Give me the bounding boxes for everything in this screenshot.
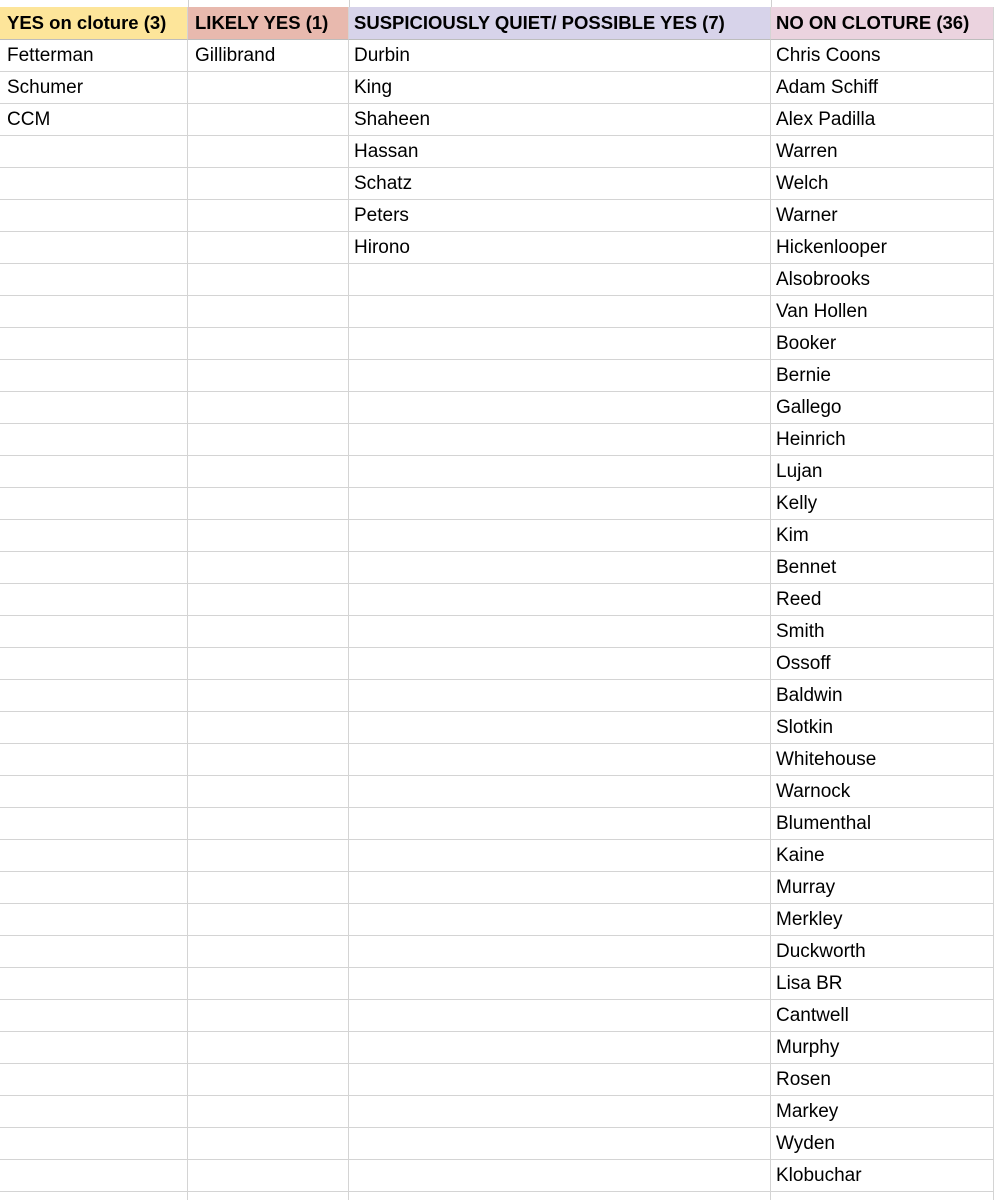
empty-cell[interactable] (349, 360, 771, 392)
name-cell-no[interactable]: Lujan (771, 456, 994, 488)
empty-cell[interactable] (188, 552, 349, 584)
empty-cell[interactable] (0, 264, 188, 296)
name-cell-possible-yes[interactable]: Hassan (349, 136, 771, 168)
name-cell-no[interactable]: Smith (771, 616, 994, 648)
empty-cell[interactable] (349, 488, 771, 520)
column-header-possible-yes[interactable]: SUSPICIOUSLY QUIET/ POSSIBLE YES (7) (349, 7, 771, 40)
empty-cell[interactable] (349, 1160, 771, 1192)
empty-cell[interactable] (771, 1192, 994, 1200)
empty-cell[interactable] (349, 456, 771, 488)
empty-cell[interactable] (0, 296, 188, 328)
empty-cell[interactable] (0, 1128, 188, 1160)
empty-cell[interactable] (188, 936, 349, 968)
name-cell-no[interactable]: Kim (771, 520, 994, 552)
empty-cell[interactable] (349, 744, 771, 776)
name-cell-no[interactable]: Warren (771, 136, 994, 168)
empty-cell[interactable] (188, 72, 349, 104)
empty-cell[interactable] (349, 776, 771, 808)
empty-cell[interactable] (188, 136, 349, 168)
name-cell-no[interactable]: Kelly (771, 488, 994, 520)
empty-cell[interactable] (188, 1032, 349, 1064)
empty-cell[interactable] (188, 904, 349, 936)
name-cell-no[interactable]: Blumenthal (771, 808, 994, 840)
name-cell-no[interactable]: Reed (771, 584, 994, 616)
name-cell-no[interactable]: Bernie (771, 360, 994, 392)
empty-cell[interactable] (0, 136, 188, 168)
empty-cell[interactable] (188, 168, 349, 200)
empty-cell[interactable] (188, 296, 349, 328)
empty-cell[interactable] (349, 680, 771, 712)
empty-cell[interactable] (188, 360, 349, 392)
empty-cell[interactable] (188, 648, 349, 680)
empty-cell[interactable] (349, 328, 771, 360)
name-cell-no[interactable]: Lisa BR (771, 968, 994, 1000)
name-cell-yes[interactable]: Fetterman (0, 40, 188, 72)
empty-cell[interactable] (0, 488, 188, 520)
empty-cell[interactable] (188, 712, 349, 744)
name-cell-no[interactable]: Murray (771, 872, 994, 904)
empty-cell[interactable] (349, 1096, 771, 1128)
name-cell-possible-yes[interactable]: Hirono (349, 232, 771, 264)
empty-cell[interactable] (188, 488, 349, 520)
empty-cell[interactable] (0, 872, 188, 904)
name-cell-yes[interactable]: Schumer (0, 72, 188, 104)
empty-cell[interactable] (188, 584, 349, 616)
empty-cell[interactable] (0, 552, 188, 584)
name-cell-possible-yes[interactable]: Durbin (349, 40, 771, 72)
empty-cell[interactable] (188, 456, 349, 488)
empty-cell[interactable] (349, 1032, 771, 1064)
empty-cell[interactable] (188, 104, 349, 136)
empty-cell[interactable] (0, 712, 188, 744)
empty-cell[interactable] (0, 360, 188, 392)
name-cell-yes[interactable]: CCM (0, 104, 188, 136)
empty-cell[interactable] (0, 808, 188, 840)
empty-cell[interactable] (0, 424, 188, 456)
empty-cell[interactable] (0, 1000, 188, 1032)
empty-cell[interactable] (349, 808, 771, 840)
empty-cell[interactable] (349, 392, 771, 424)
name-cell-no[interactable]: Heinrich (771, 424, 994, 456)
empty-cell[interactable] (0, 904, 188, 936)
empty-cell[interactable] (349, 840, 771, 872)
name-cell-no[interactable]: Wyden (771, 1128, 994, 1160)
name-cell-possible-yes[interactable]: Peters (349, 200, 771, 232)
empty-cell[interactable] (0, 680, 188, 712)
empty-cell[interactable] (0, 456, 188, 488)
empty-cell[interactable] (0, 328, 188, 360)
empty-cell[interactable] (188, 1096, 349, 1128)
name-cell-no[interactable]: Slotkin (771, 712, 994, 744)
empty-cell[interactable] (349, 968, 771, 1000)
empty-cell[interactable] (349, 616, 771, 648)
name-cell-no[interactable]: Bennet (771, 552, 994, 584)
empty-cell[interactable] (0, 648, 188, 680)
empty-cell[interactable] (0, 520, 188, 552)
empty-cell[interactable] (349, 264, 771, 296)
name-cell-no[interactable]: Chris Coons (771, 40, 994, 72)
empty-cell[interactable] (349, 648, 771, 680)
empty-cell[interactable] (188, 1064, 349, 1096)
empty-cell[interactable] (0, 1032, 188, 1064)
empty-cell[interactable] (349, 1000, 771, 1032)
empty-cell[interactable] (188, 840, 349, 872)
empty-cell[interactable] (188, 1160, 349, 1192)
empty-cell[interactable] (349, 552, 771, 584)
empty-cell[interactable] (0, 776, 188, 808)
name-cell-no[interactable]: Gallego (771, 392, 994, 424)
empty-cell[interactable] (188, 424, 349, 456)
empty-cell[interactable] (188, 776, 349, 808)
name-cell-no[interactable]: Ossoff (771, 648, 994, 680)
empty-cell[interactable] (349, 712, 771, 744)
empty-cell[interactable] (0, 584, 188, 616)
empty-cell[interactable] (0, 232, 188, 264)
empty-cell[interactable] (349, 1192, 771, 1200)
empty-cell[interactable] (188, 1000, 349, 1032)
name-cell-no[interactable]: Alsobrooks (771, 264, 994, 296)
empty-cell[interactable] (0, 936, 188, 968)
name-cell-no[interactable]: Murphy (771, 1032, 994, 1064)
empty-cell[interactable] (188, 392, 349, 424)
empty-cell[interactable] (188, 264, 349, 296)
empty-cell[interactable] (349, 584, 771, 616)
empty-cell[interactable] (188, 328, 349, 360)
name-cell-no[interactable]: Hickenlooper (771, 232, 994, 264)
name-cell-likely-yes[interactable]: Gillibrand (188, 40, 349, 72)
empty-cell[interactable] (188, 808, 349, 840)
empty-cell[interactable] (0, 1160, 188, 1192)
name-cell-possible-yes[interactable]: Shaheen (349, 104, 771, 136)
name-cell-no[interactable]: Warner (771, 200, 994, 232)
name-cell-no[interactable]: Klobuchar (771, 1160, 994, 1192)
empty-cell[interactable] (188, 968, 349, 1000)
column-header-likely-yes[interactable]: LIKELY YES (1) (188, 7, 349, 40)
empty-cell[interactable] (349, 424, 771, 456)
name-cell-no[interactable]: Adam Schiff (771, 72, 994, 104)
empty-cell[interactable] (0, 1064, 188, 1096)
cell-grid (0, 7, 994, 1200)
name-cell-possible-yes[interactable]: Schatz (349, 168, 771, 200)
empty-cell[interactable] (188, 616, 349, 648)
name-cell-no[interactable]: Duckworth (771, 936, 994, 968)
empty-cell[interactable] (349, 936, 771, 968)
empty-cell[interactable] (0, 616, 188, 648)
empty-cell[interactable] (349, 904, 771, 936)
name-cell-no[interactable]: Welch (771, 168, 994, 200)
empty-cell[interactable] (0, 168, 188, 200)
column-header-strip (0, 0, 994, 7)
empty-cell[interactable] (188, 232, 349, 264)
empty-cell[interactable] (188, 1192, 349, 1200)
empty-cell[interactable] (188, 744, 349, 776)
empty-cell[interactable] (349, 520, 771, 552)
empty-cell[interactable] (0, 968, 188, 1000)
column-header-yes[interactable]: YES on cloture (3) (0, 7, 188, 40)
name-cell-no[interactable]: Kaine (771, 840, 994, 872)
name-cell-no[interactable]: Cantwell (771, 1000, 994, 1032)
name-cell-no[interactable]: Whitehouse (771, 744, 994, 776)
empty-cell[interactable] (0, 392, 188, 424)
empty-cell[interactable] (188, 872, 349, 904)
empty-cell[interactable] (0, 200, 188, 232)
name-cell-no[interactable]: Warnock (771, 776, 994, 808)
name-cell-no[interactable]: Rosen (771, 1064, 994, 1096)
column-header-no[interactable]: NO ON CLOTURE (36) (771, 7, 994, 40)
name-cell-no[interactable]: Booker (771, 328, 994, 360)
empty-cell[interactable] (0, 840, 188, 872)
empty-cell[interactable] (349, 1064, 771, 1096)
empty-cell[interactable] (349, 1128, 771, 1160)
empty-cell[interactable] (188, 200, 349, 232)
name-cell-possible-yes[interactable]: King (349, 72, 771, 104)
empty-cell[interactable] (188, 520, 349, 552)
name-cell-no[interactable]: Merkley (771, 904, 994, 936)
name-cell-no[interactable]: Alex Padilla (771, 104, 994, 136)
empty-cell[interactable] (0, 744, 188, 776)
empty-cell[interactable] (188, 1128, 349, 1160)
name-cell-no[interactable]: Markey (771, 1096, 994, 1128)
empty-cell[interactable] (349, 296, 771, 328)
empty-cell[interactable] (349, 872, 771, 904)
empty-cell[interactable] (188, 680, 349, 712)
empty-cell[interactable] (0, 1096, 188, 1128)
name-cell-no[interactable]: Van Hollen (771, 296, 994, 328)
empty-cell[interactable] (0, 1192, 188, 1200)
name-cell-no[interactable]: Baldwin (771, 680, 994, 712)
